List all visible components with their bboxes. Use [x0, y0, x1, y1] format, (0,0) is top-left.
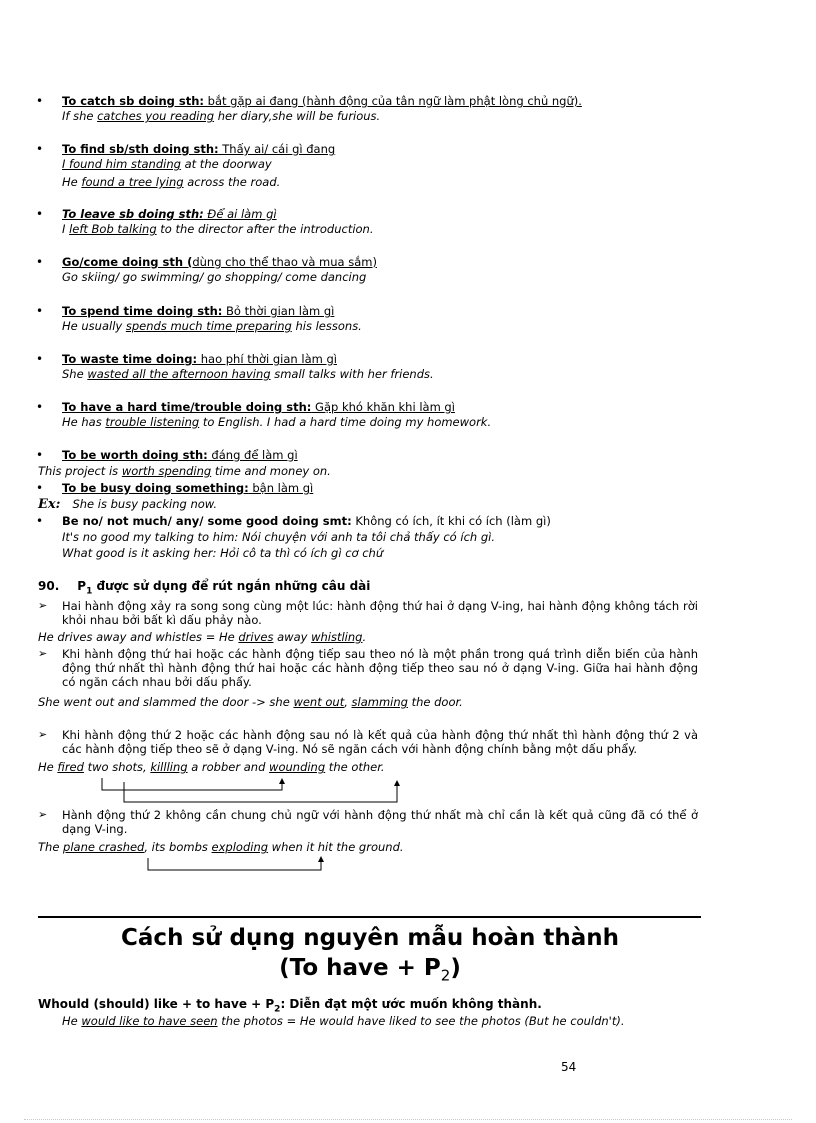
bullet: • — [36, 481, 44, 495]
chapter-subheading: (To have + $P_2$) — [279, 955, 461, 985]
item-good — [62, 514, 551, 528]
example-line: If she catches you reading her diary,she will be furious. — [62, 109, 381, 123]
example-line: The plane crashed, its bombs exploding when it hit the ground. — [38, 840, 404, 854]
bullet: • — [36, 352, 44, 366]
item-go-come — [62, 255, 377, 269]
item-spend — [62, 304, 334, 318]
example-line: It's no good my talking to him: Nói chuyện với anh ta tôi chả thấy có ích gì. — [62, 530, 495, 544]
item-definition: bắt gặp ai đang (hành động của tân ngữ làm phật lòng chủ ngữ). — [204, 94, 582, 108]
item-definition: dùng cho thể thao và mua sắm) — [192, 255, 377, 269]
bullet: • — [36, 207, 44, 221]
arrow-bullet-icon: ➢ — [38, 647, 48, 660]
item-heading: To spend time doing sth: — [62, 304, 223, 318]
item-definition: Để ai làm gì — [203, 207, 277, 221]
example-line: He drives away and whistles = He drives away whistling. — [38, 630, 367, 644]
bullet: • — [36, 255, 44, 269]
section-90-point-3: Khi hành động thứ 2 hoặc các hành động sau nó là kết quả của hành động thứ nhất thì hành động thứ 2 và các hành động tiếp theo sẽ ở dạng V-ing. Nó sẽ ngăn cách với hành động chính bằng một dấu phẩy. — [62, 728, 698, 756]
section-divider — [38, 916, 701, 918]
item-definition: bận làm gì — [248, 481, 314, 495]
arrow-bullet-icon: ➢ — [38, 728, 48, 741]
item-find — [62, 142, 335, 156]
item-definition: Không có ích, ít khi có ích (làm gì) — [351, 514, 551, 528]
example-line: Ex: She is busy packing now. — [38, 497, 218, 512]
item-hard-time — [62, 400, 455, 414]
item-definition: Gặp khó khăn khi làm gì — [311, 400, 455, 414]
arrow-bullet-icon: ➢ — [38, 599, 48, 612]
wish-heading: Whould (should) like + to have + $P_2$: Diễn đạt một ước muốn không thành. — [38, 997, 542, 1015]
section-90-title: 90. $P_1$ được sử dụng để rút ngắn những câu dài — [38, 579, 371, 597]
page-number: 54 — [561, 1060, 577, 1074]
item-heading: Be no/ not much/ any/ some good doing smt: — [62, 514, 352, 528]
item-waste — [62, 352, 337, 366]
example-line: Go skiing/ go swimming/ go shopping/ come dancing — [62, 270, 367, 284]
example-line: What good is it asking her: Hỏi cô ta thì có ích gì cơ chứ — [62, 546, 384, 560]
item-heading: To be busy doing something: — [62, 481, 249, 495]
section-90-point-2: Khi hành động thứ hai hoặc các hành động tiếp sau theo nó là một phần trong quá trình diễn biến của hành động thứ nhất thì hành động thứ hai hoặc các hành động tiếp theo sau nó ở dạng V-ing. Giữa hai hành động có ngăn cách nhau bởi dấu phẩy. — [62, 647, 698, 689]
page-bottom-border — [24, 1119, 792, 1120]
section-90-point-4: Hành động thứ 2 không cần chung chủ ngữ với hành động thứ nhất mà chỉ cần là kết quả cũng đã có thể ở dạng V-ing. — [62, 808, 698, 836]
example-line: This project is worth spending time and money on. — [38, 464, 331, 478]
item-definition: hao phí thời gian làm gì — [197, 352, 337, 366]
bullet: • — [36, 142, 44, 156]
section-90-point-1: Hai hành động xảy ra song song cùng một lúc: hành động thứ hai ở dạng V-ing, hai hành động không tách rời khỏi nhau bởi bất kì dấu phảy nào. — [62, 599, 698, 627]
bullet: • — [36, 304, 44, 318]
bullet: • — [36, 94, 44, 108]
item-heading: To leave sb doing sth: — [62, 207, 204, 221]
item-heading: To have a hard time/trouble doing sth: — [62, 400, 312, 414]
bullet: • — [36, 448, 44, 462]
example-line: I left Bob talking to the director after the introduction. — [62, 222, 374, 236]
arrow-bullet-icon: ➢ — [38, 808, 48, 821]
item-definition: đáng để làm gì — [207, 448, 298, 462]
example-label: Ex: — [38, 497, 61, 512]
item-heading: To catch sb doing sth: — [62, 94, 205, 108]
example-line: He would like to have seen the photos = He would have liked to see the photos (But he couldn't). — [62, 1014, 625, 1028]
example-line: She wasted all the afternoon having small talks with her friends. — [62, 367, 434, 381]
bullet: • — [36, 514, 44, 528]
item-heading: To be worth doing sth: — [62, 448, 208, 462]
item-busy — [62, 481, 313, 495]
item-heading: To find sb/sth doing sth: — [62, 142, 219, 156]
item-definition: Bỏ thời gian làm gì — [222, 304, 335, 318]
bullet: • — [36, 400, 44, 414]
item-worth — [62, 448, 298, 462]
example-line: He fired two shots, killling a robber and wounding the other. — [38, 760, 385, 774]
example-line: He found a tree lying across the road. — [62, 175, 281, 189]
chapter-heading: Cách sử dụng nguyên mẫu hoàn thành — [121, 925, 619, 951]
item-definition: Thấy ai/ cái gì đang — [218, 142, 336, 156]
example-line: I found him standing at the doorway — [62, 157, 272, 171]
example-line: He usually spends much time preparing his lessons. — [62, 319, 362, 333]
example-line: He has trouble listening to English. I had a hard time doing my homework. — [62, 415, 492, 429]
item-heading: Go/come doing sth ( — [62, 255, 193, 269]
item-heading: To waste time doing: — [62, 352, 198, 366]
example-line: She went out and slammed the door -> she went out, slamming the door. — [38, 695, 463, 709]
item-catch — [62, 94, 582, 108]
item-leave — [62, 207, 277, 221]
